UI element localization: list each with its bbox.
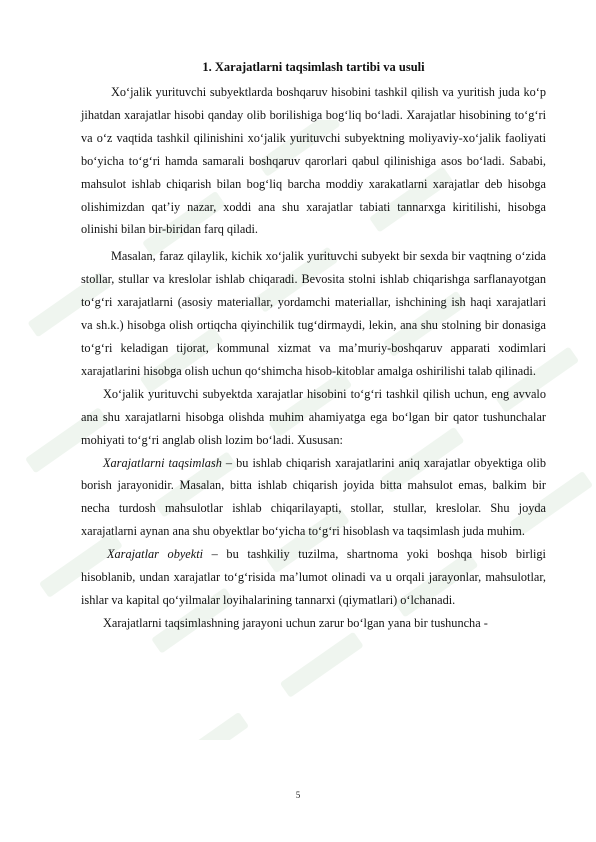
term-cost-object: Xarajatlar obyekti: [107, 547, 204, 562]
paragraph-2: Masalan, faraz qilaylik, kichik xo‘jalik yurituvchi subyekt bir sexda bir vaqtning o‘zida stollar, stullar va kreslolar ishlab chiqaradi. Bevosita stolni ishlab chiqarishga sarflanayotgan to‘g‘ri xarajatlarni (asosiy materiallar, yordamchi materiallar, ishchining ish haqi xarajatlari va sh.k.) hisobga olish ortiqcha qiyinchilik tug‘dirmaydi, lekin, ana shu stolning bir donasiga to‘g‘ri keladigan tijorat, kommunal xizmat va ma’muriy-boshqaruv apparati xodimlari xarajatlarini hisobga olish uchun qo‘shimcha hisob-kitoblar amalga oshirilishi talab qilinadi.: [81, 249, 546, 378]
paragraph-5: [81, 543, 546, 612]
paragraph-6: Xarajatlarni taqsimlashning jarayoni uchun zarur bo‘lgan yana bir tushuncha -: [103, 615, 488, 630]
paragraph-4: [81, 452, 546, 544]
paragraph-5-text: – bu tashkiliy tuzilma, shartnoma yoki boshqa hisob birligi hisoblanib, undan xarajatlar to‘g‘risida ma’lumot olinadi va u orqali jarayonlar, mahsulotlar, ishlar va kapital qo‘yilmalar loyihalarining tannarxi (qiymatlari) o‘lchanadi.: [81, 547, 546, 607]
paragraph-3: Xo‘jalik yurituvchi subyektda xarajatlar hisobini to‘g‘ri tashkil qilish uchun, eng avvalo ana shu xarajatlarni hisobga olishda muhim ahamiyatga ega bo‘lgan bir qator tushunchalar mohiyati to‘g‘ri anglab olish lozim bo‘ladi. Xususan:: [81, 386, 546, 447]
term-cost-allocation: Xarajatlarni taqsimlash: [103, 455, 222, 470]
paragraph-1: Xo‘jalik yurituvchi subyektlarda boshqaruv hisobini tashkil qilish va yuritish juda ko‘p jihatdan xarajatlar hisobi qanday olib borilishiga bog‘liq bo‘ladi. Xarajatlar hisobining to‘g‘ri va o‘z vaqtida tashkil qilinishini xo‘jalik yurituvchi subyektning moliyaviy-xo‘jalik faoliyati bo‘yicha to‘g‘ri hamda samarali boshqaruv qarorlari qabul qilinishiga asos bo‘ladi. Sababi, mahsulot ishlab chiqarish bilan bog‘liq barcha moddiy xarakatlarni xarajatlar deb hisobga olishimizdan qat’iy nazar, xoddi ana shu xarajatlar tabiati tannarxga kiritilishi, hisobga olinishi bilan bir-biridan farq qiladi.: [81, 85, 546, 237]
page-number: 5: [295, 790, 301, 800]
section-title: 1. Xarajatlarni taqsimlash tartibi va usuli: [202, 60, 425, 74]
document-body: [81, 56, 546, 635]
paragraph-4-text: – bu ishlab chiqarish xarajatlarini aniq xarajatlar obyektiga olib borish jarayonidir. Masalan, bitta ishlab chiqarish joyida bitta mahsulot emas, balkim bir necha turdosh mahsulotlar ishlab chiqarilayapti, stollar, stullar, kreslolar. Shu joyda xarajatlarni aynan ana shu obyektlar bo‘yicha to‘g‘ri hisoblash va taqsimlash juda muhim.: [81, 455, 546, 539]
